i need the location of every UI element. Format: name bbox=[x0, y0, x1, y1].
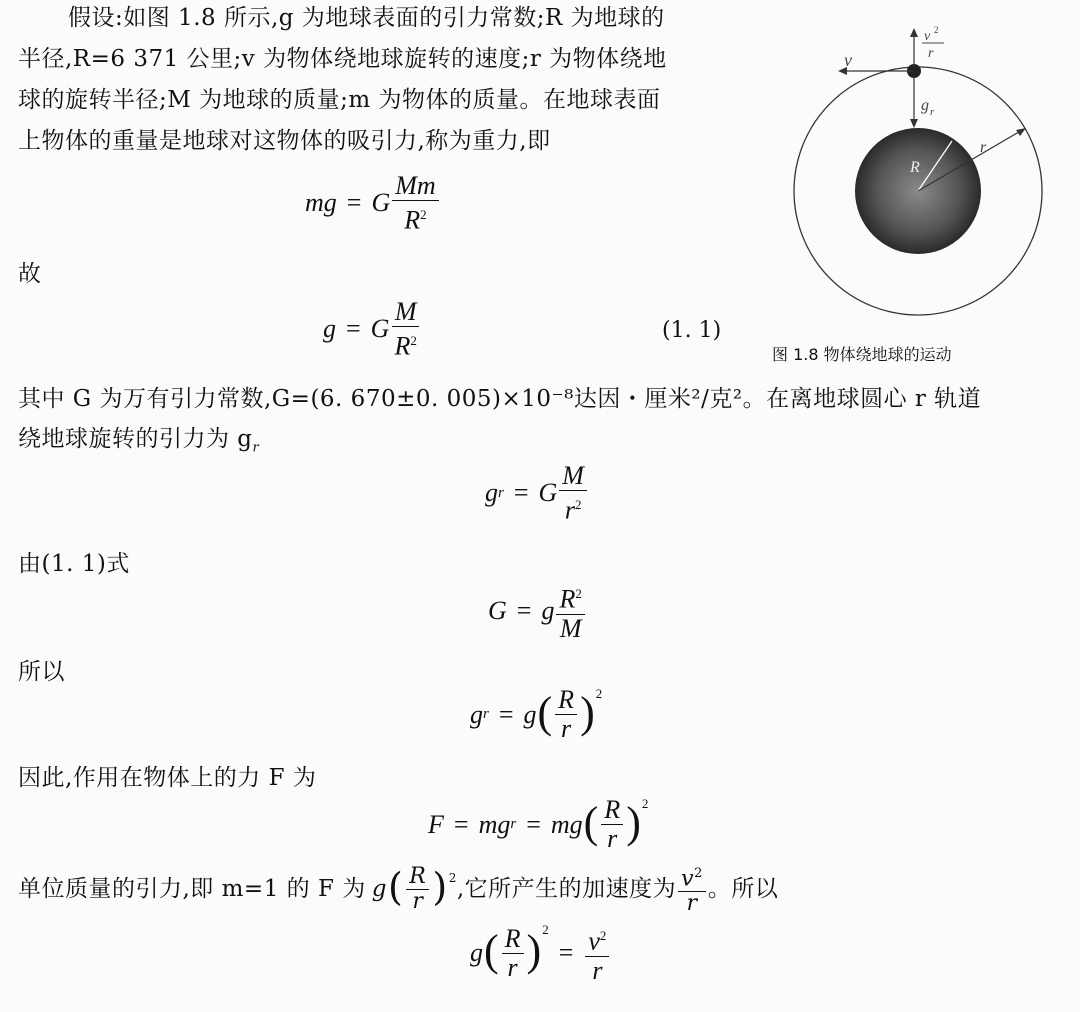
eq-exp: 2 bbox=[641, 796, 649, 811]
eq-lhs: g bbox=[485, 478, 498, 508]
text-span: 绕地球旋转的引力为 g bbox=[18, 426, 253, 452]
eq-coef: G bbox=[371, 188, 391, 218]
text-sub: r bbox=[252, 440, 260, 456]
fraction bbox=[601, 796, 623, 853]
label-acc-den: r bbox=[928, 46, 934, 61]
eq-lhs-sub: r bbox=[483, 706, 489, 722]
inline-fraction bbox=[406, 865, 429, 914]
text-line: 半径,R=6 371 公里;v 为物体绕地球旋转的速度;r 为物体绕地 bbox=[18, 46, 667, 72]
eq-coef: g bbox=[523, 699, 537, 729]
eq-coef: g bbox=[541, 596, 555, 626]
connector-suoyi: 所以 bbox=[18, 659, 65, 685]
text-line-unit-mass: 单位质量的引力,即 m=1 的 F 为 g ( $\frac{R}{r}$ ) $^2$ ,它所产生的加速度为 $\frac{v^2}{r}$ 。所以 bbox=[18, 863, 779, 917]
frac-num-exp: 2 bbox=[575, 586, 582, 601]
frac-num: Mm bbox=[392, 172, 438, 201]
frac-den: r bbox=[561, 714, 572, 743]
eq-lhs-sub: r bbox=[498, 484, 504, 501]
frac-den: r bbox=[507, 952, 518, 982]
frac-den: R bbox=[404, 205, 421, 235]
frac-den: r bbox=[412, 888, 424, 914]
fraction bbox=[392, 172, 438, 235]
frac-num: M bbox=[559, 462, 587, 491]
eq-lhs: g bbox=[323, 314, 336, 344]
eq-coef: G bbox=[538, 478, 558, 508]
label-acc-exp: 2 bbox=[934, 25, 939, 35]
label-acc-num: v bbox=[924, 29, 931, 44]
label-v: v bbox=[844, 50, 852, 70]
text-line: 其中 G 为万有引力常数,G=(6. 670±0. 005)×10⁻⁸达因・厘米²/克²。在离地球圆心 r 轨道 bbox=[18, 386, 982, 412]
equation-gravity: mg = G $\frac{Mm}{R^2}$ bbox=[305, 172, 441, 235]
label-r: r bbox=[980, 139, 987, 156]
text-span: ,它所产生的加速度为 bbox=[456, 876, 677, 903]
text-line: 假设:如图 1.8 所示,g 为地球表面的引力常数;R 为地球的 bbox=[68, 5, 665, 31]
inline-accel-fraction bbox=[678, 862, 706, 916]
label-gr-sub: r bbox=[930, 106, 935, 118]
frac-den-exp: 2 bbox=[410, 333, 417, 348]
text-line: 上物体的重量是地球对这物体的吸引力,称为重力,即 bbox=[18, 128, 551, 154]
fraction bbox=[502, 925, 524, 982]
label-gr: g bbox=[921, 97, 929, 114]
equation-gr: g r = G $\frac{M}{r^2}$ bbox=[485, 462, 589, 525]
equation-number: (1. 1) bbox=[662, 318, 722, 343]
text-span: 单位质量的引力,即 m=1 的 F 为 bbox=[18, 876, 366, 903]
fraction bbox=[555, 686, 577, 743]
eq-coef: mg bbox=[550, 809, 583, 839]
eq-lhs: mg bbox=[305, 188, 337, 218]
eq-lhs: g bbox=[470, 699, 483, 729]
fraction bbox=[391, 298, 419, 361]
text-line bbox=[18, 423, 259, 465]
text-span: 。所以 bbox=[707, 876, 779, 903]
frac-den: r bbox=[607, 824, 618, 853]
fraction bbox=[559, 462, 587, 525]
label-R: R bbox=[910, 159, 920, 176]
frac-den: r bbox=[592, 955, 603, 985]
inline-coef: g bbox=[371, 876, 387, 903]
frac-num: R bbox=[502, 925, 524, 954]
frac-den: r bbox=[564, 495, 575, 525]
eq-coef: g bbox=[470, 938, 483, 968]
connector-you: 由(1. 1)式 bbox=[18, 551, 130, 577]
equation-G: G = g $\frac{R^2}{M}$ bbox=[488, 580, 587, 643]
equation-1-1: g = G $\frac{M}{R^2}$ bbox=[323, 298, 422, 361]
frac-num: v bbox=[588, 926, 600, 956]
eq-mid: mg bbox=[478, 809, 511, 839]
equation-gr-ratio: g r = g ( $\frac{R}{r}$ ) $^2$ bbox=[470, 685, 603, 743]
frac-den: R bbox=[394, 331, 411, 361]
connector-yinci: 因此,作用在物体上的力 F 为 bbox=[18, 765, 317, 791]
connector-gu: 故 bbox=[18, 261, 42, 287]
frac-num: R bbox=[559, 584, 576, 614]
frac-num: R bbox=[601, 796, 623, 825]
frac-den: M bbox=[559, 613, 582, 643]
text-line: 球的旋转半径;M 为地球的质量;m 为物体的质量。在地球表面 bbox=[18, 87, 661, 113]
frac-den-exp: 2 bbox=[574, 497, 582, 512]
eq-exp: 2 bbox=[595, 686, 603, 701]
frac-num-exp: 2 bbox=[694, 866, 703, 881]
equation-F: F = mg r = mg ( $\frac{R}{r}$ ) $^2$ bbox=[428, 795, 649, 853]
fraction bbox=[556, 580, 584, 643]
eq-coef: G bbox=[370, 314, 390, 344]
figure-caption: 图 1.8 物体绕地球的运动 bbox=[772, 345, 952, 364]
frac-num: M bbox=[392, 298, 420, 327]
eq-mid-sub: r bbox=[510, 816, 517, 832]
frac-den-exp: 2 bbox=[420, 207, 427, 222]
figure-earth-orbit bbox=[780, 8, 1070, 328]
eq-exp: 2 bbox=[542, 922, 549, 937]
eq-lhs: F bbox=[428, 809, 444, 839]
frac-num: R bbox=[555, 686, 577, 715]
eq-lhs: G bbox=[488, 596, 507, 626]
frac-num-exp: 2 bbox=[599, 928, 607, 943]
frac-num: R bbox=[406, 865, 429, 890]
fraction-rhs bbox=[585, 922, 609, 985]
inline-exp: 2 bbox=[448, 871, 457, 885]
frac-den: r bbox=[686, 891, 698, 917]
frac-num: v bbox=[681, 866, 695, 892]
equation-final: g ( $\frac{R}{r}$ ) $^2$ = $\frac{v^2}{r}$ bbox=[470, 922, 611, 985]
